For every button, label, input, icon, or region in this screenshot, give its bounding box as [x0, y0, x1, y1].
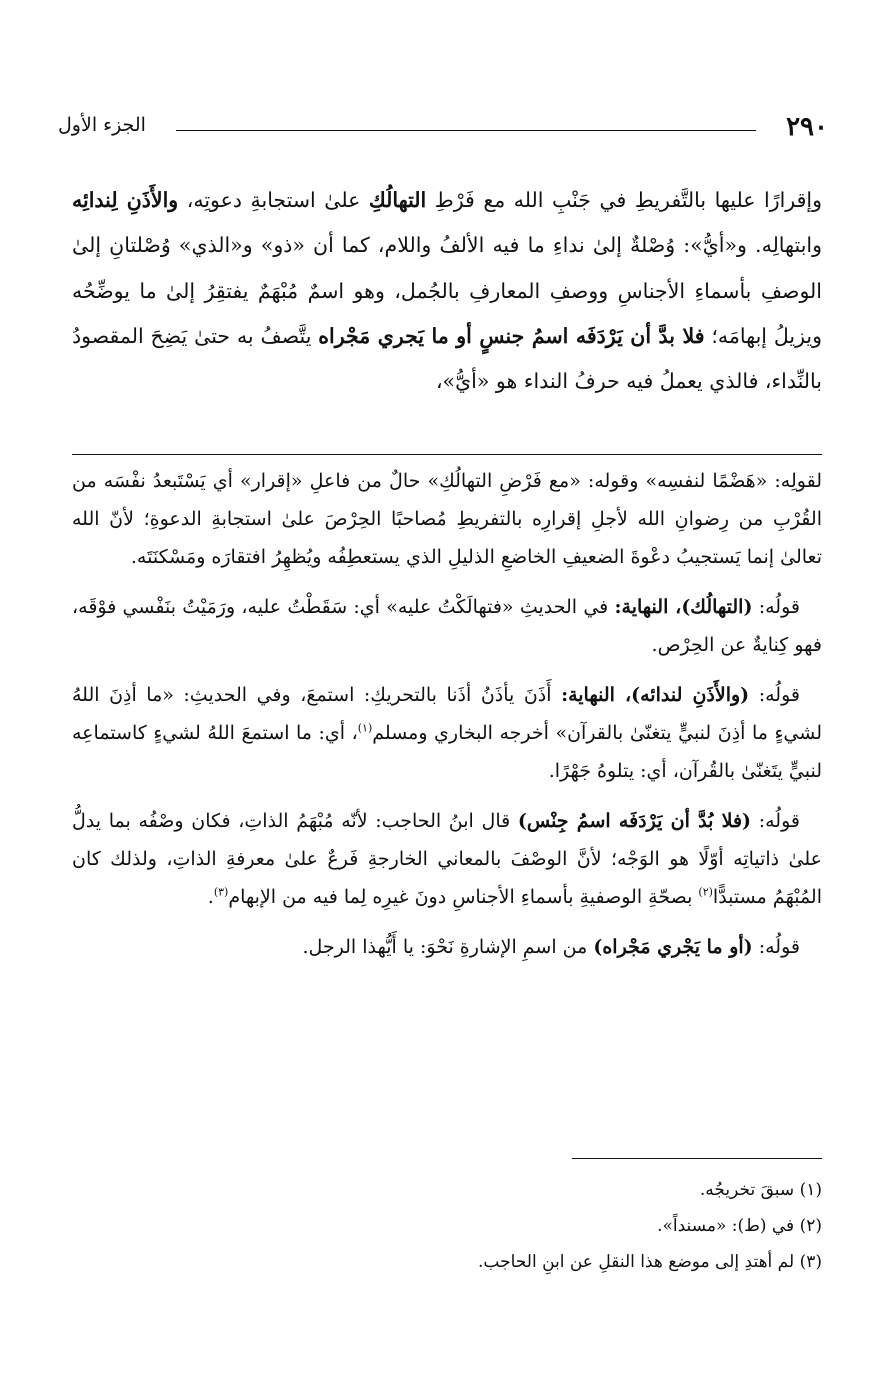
commentary-paragraph: [72, 802, 822, 916]
main-text-bold: والأَذَنِ لِندائِه: [72, 188, 179, 212]
commentary: [72, 462, 822, 978]
commentary-body: .: [207, 886, 214, 908]
commentary-heading: (التهالُك)، النهاية:: [614, 596, 753, 618]
footnote: (٣) لم أهتدِ إلى موضع هذا النقلِ عن ابنِ الحاجب.: [478, 1252, 822, 1272]
footnote: (٢) في (ط): «مسنداً».: [657, 1216, 822, 1236]
main-divider: [72, 454, 822, 455]
footnote-ref[interactable]: (٣): [213, 885, 229, 899]
footnote-ref[interactable]: (١): [357, 721, 373, 735]
page-header: [58, 112, 828, 148]
commentary-paragraph: [72, 676, 822, 790]
main-text-run: وإقرارًا عليها بالتَّفريطِ في جَنْبِ الله مع فَرْطِ: [426, 188, 823, 212]
commentary-paragraph: [72, 928, 822, 966]
main-text-bold: فلا بدَّ أن يَرْدَفَه اسمُ جنسٍ أو ما يَجري مَجْراه: [318, 323, 705, 348]
commentary-body: بصحّةِ الوصفيةِ بأسماءِ الأجناسِ دونَ غيرِه لِما فيه من الإبهام: [228, 886, 699, 908]
commentary-body: في الحديثِ «فتهالَكْتُ عليه» أي: سَقَطْتُ عليه، ورَمَيْتُ بنَفْسي فوْقَه، فهو كِنايةٌ عن الحِرْص.: [72, 596, 822, 656]
footnotes: [72, 1172, 822, 1280]
main-text-run: علىٰ استجابةِ دعوتِه،: [178, 188, 369, 212]
commentary-lead: قولُه:: [751, 810, 800, 832]
footnote: (١) سبقَ تخريجُه.: [699, 1180, 822, 1200]
header-rule: [176, 130, 756, 131]
footnote-divider: [572, 1158, 822, 1159]
main-paragraph: [72, 178, 822, 404]
footnote-ref[interactable]: (٢): [698, 885, 713, 899]
main-text: [72, 178, 822, 404]
running-title: الجزء الأول: [58, 114, 146, 136]
commentary-heading: (أو ما يَجْري مَجْراه): [593, 936, 753, 958]
commentary-body: من اسمِ الإشارةِ نَحْوَ: يا أَيُّهذا الرجل.: [302, 936, 594, 958]
commentary-body: ، أي: ما استمعَ اللهُ لشيءٍ كاستماعِه لنبيٍّ يتَغنّىٰ بالقُرآن، أي: يتلوهُ جَهْرًا.: [72, 722, 822, 782]
commentary-lead: قولُه:: [752, 596, 800, 618]
main-text-run: وابتهالِه. و«أيُّ»: وُصْلةٌ إلىٰ نداءِ ما فيه الألفُ واللام، كما أن «ذو» و«الذي» وُصْلتانِ إلىٰ الوصفِ بأسماءِ الأجناسِ ووصفِ المعارفِ بالجُمل، وهو اسمٌ مُبْهَمٌ يفتقِرُ إلىٰ ما يوضِّحُه ويزيلُ إبهامَه؛: [72, 233, 822, 348]
commentary-paragraph: [72, 588, 822, 664]
commentary-heading: (فلا بُدَّ أن يَرْدَفَه اسمُ جِنْس): [517, 810, 752, 832]
main-text-run: يتَّصفُ به حتىٰ يَضِحَ المقصودُ بالنِّداء، فالذي يعملُ فيه حرفُ النداء هو «أيُّ»،: [72, 323, 822, 394]
commentary-heading: (والأَذَنِ لندائه)، النهاية:: [561, 684, 750, 706]
commentary-lead: قولُه:: [749, 684, 800, 706]
commentary-lead: قولُه:: [752, 936, 800, 958]
commentary-body: قال ابنُ الحاجب: لأنّه مُبْهَمُ الذاتِ، فكان وصْفُه بما يدلُّ علىٰ ذاتياتِه أوّلًا هو الوَجْه؛ لأنَّ الوصْفَ بالمعاني الخارجةِ فَرعٌ علىٰ معرفةِ الذاتِ، ولذلك كان المُبْهَمُ مستبدًّا: [72, 810, 822, 908]
page-number: ٢٩٠: [786, 112, 828, 142]
commentary-paragraph: لقولِه: «هَضْمًا لنفسِه» وقوله: «مع فَرْضِ التهالُكِ» حالٌ من فاعلِ «إقرار» أي يَسْتَبعدُ نفْسَه من القُرْبِ من رِضوانِ الله لأجلِ إقرارِه بالتفريطِ مُصاحبًا الحِرْصَ علىٰ استجابةِ الدعوةِ؛ لأنّ الله تعالىٰ إنما يَستجيبُ دعْوةَ الضعيفِ الخاضعِ الذليلِ الذي يستعطِفُه ويُظهِرُ افتقارَه ومَسْكنَتَه.: [72, 470, 822, 568]
commentary-body: أَذَنَ يأذَنُ أذَنا بالتحريكِ: استمعَ، وفي الحديثِ: «ما أذِنَ اللهُ لشيءٍ ما أذِنَ لنبيٍّ يتغنّىٰ بالقرآن» أخرجه البخاري ومسلم: [72, 684, 822, 744]
main-text-bold: التهالُكِ: [368, 188, 427, 212]
